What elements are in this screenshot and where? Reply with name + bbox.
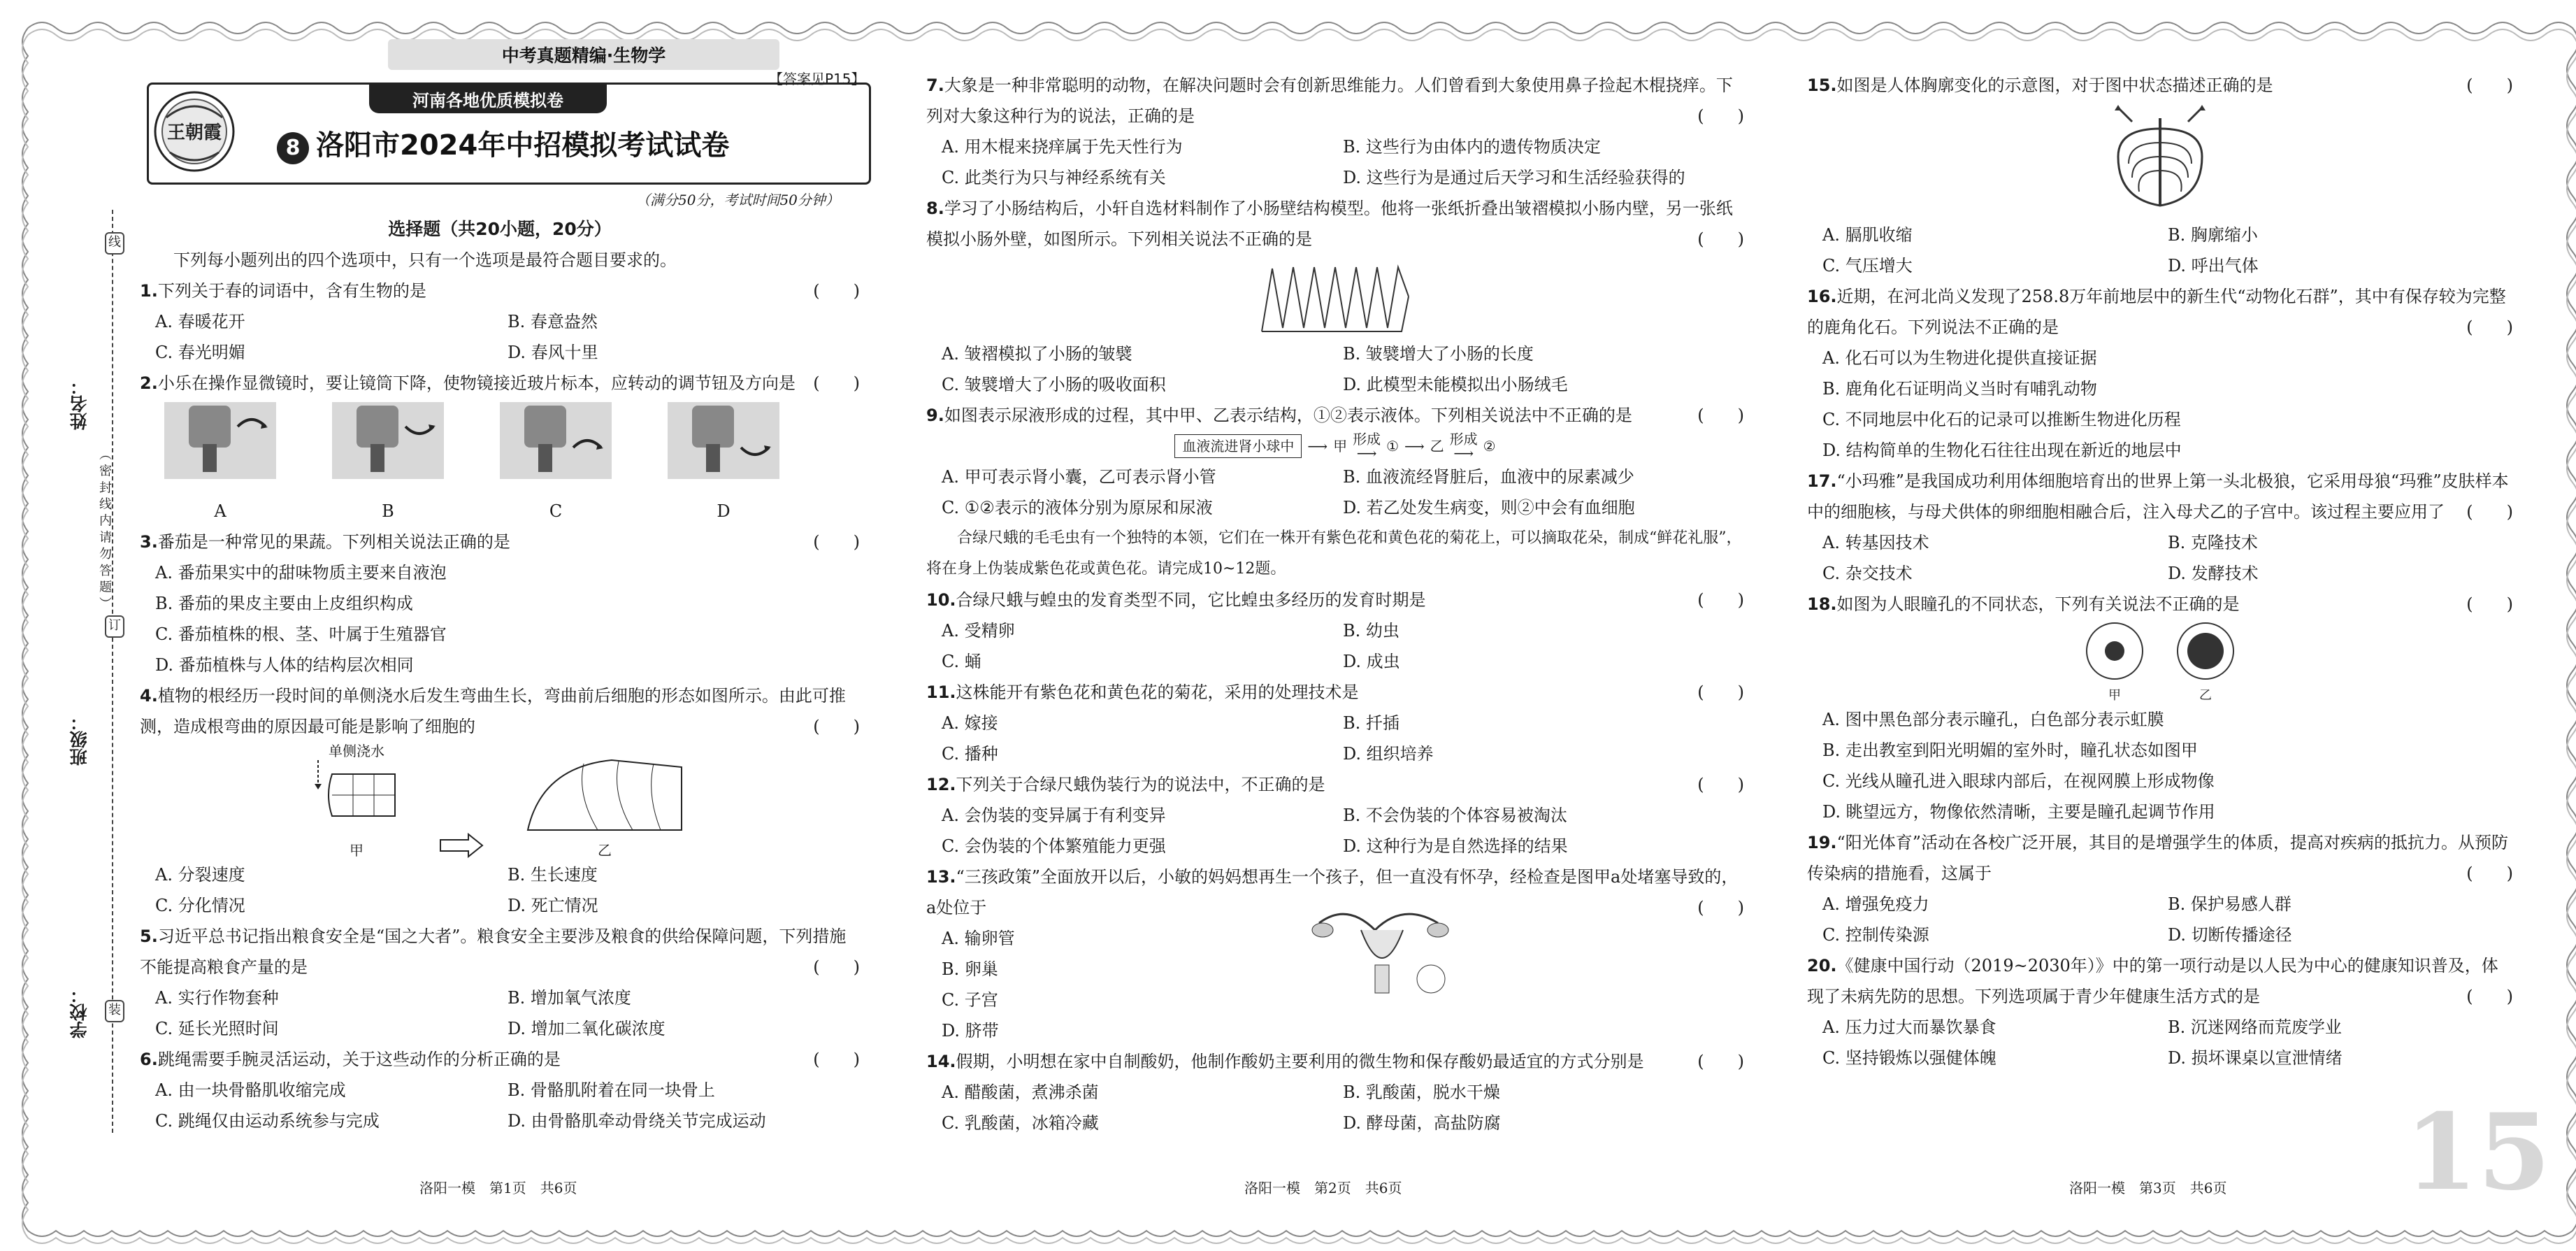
exam-title bbox=[277, 123, 729, 164]
question-5: 5.习近平总书记指出粮食安全是“国之大者”。粮食安全主要涉及粮食的供给保障问题，下列措施不能提高粮食产量的是 ( ) A. 实行作物套种 B. 增加氧气浓度 C. 延长光照时间 D. 增加二氧化碳浓度 bbox=[140, 927, 860, 1038]
microscope-figures bbox=[140, 399, 860, 527]
question-12: 12.下列关于合绿尺蛾伪装行为的说法中，不正确的是 ( ) A. 会伪装的变异属于有利变异 B. 不会伪装的个体容易被淘汰 C. 会伪装的个体繁殖能力更强 D. 这种行为是自然选择的结果 bbox=[926, 775, 1744, 856]
microscope-figure: A bbox=[161, 399, 280, 527]
exam-meta: （满分50分，考试时间50分钟） bbox=[636, 192, 840, 208]
question-7: 7.大象是一种非常聪明的动物，在解决问题时会有创新思维能力。人们曾看到大象使用鼻子捡起木棍挠痒。下列对大象这种行为的说法，正确的是 ( ) A. 用木棍来挠痒属于先天性行为 B. 这些行为由体内的遗传物质决定 C. 此类行为只与神经系统有关 D. 这些行为是通过后天学习和生活经验获得的 bbox=[926, 76, 1744, 187]
class-label: 班级： bbox=[69, 713, 89, 766]
svg-text:王朝霞: 王朝霞 bbox=[166, 122, 222, 143]
ribcage-figure bbox=[1807, 101, 2513, 220]
uterus-figure bbox=[1305, 895, 1459, 1000]
seal-note: （ 密 封 线 内 请 勿 答 题 ） bbox=[97, 448, 112, 610]
answer-reference: 【答案见P15】 bbox=[769, 71, 865, 87]
question-4: 4.植物的根经历一段时间的单侧浇水后发生弯曲生长，弯曲前后细胞的形态如图所示。由此可推测，造成根弯曲的原因最可能是影响了细胞的 ( ) 单侧浇水 甲 乙 A. 分裂速度 B. 生长速度 C. 分化情况 D. 死亡情况 bbox=[140, 686, 860, 915]
question-18: 18.如图为人眼瞳孔的不同状态，下列有关说法不正确的是 ( ) 甲 乙 A. 图中黑色部分表示瞳孔，白色部分表示虹膜 B. 走出教室到阳光明媚的室外时，瞳孔状态如图甲 C. 光线从瞳孔进入眼球内部后，在视网膜上形成物像 D. 眺望远方，物像依然清晰，主要是瞳孔起调节作用 bbox=[1807, 594, 2513, 822]
side-labels bbox=[67, 210, 130, 1175]
page-number: 15 bbox=[2405, 1091, 2551, 1214]
microscope-figure: D bbox=[664, 399, 783, 527]
name-label: 姓名： bbox=[69, 378, 89, 430]
intestine-model-figure bbox=[926, 255, 1744, 338]
question-9: 9.如图表示尿液形成的过程，其中甲、乙表示结构，①②表示液体。下列相关说法中不正确的是 ( ) 血液流进肾小球中 ⟶ 甲 形成 ⟶ ① ⟶ 乙 形成 ⟶ ② A. 甲可表示肾小囊，乙可表示肾小管 B. 血液流经肾脏后，血液中的尿素减少 C. ①②表示的液体分别为原尿和尿液 D. 若乙处发生病变，则②中会有血细胞 bbox=[926, 406, 1744, 517]
section-intro: 下列每小题列出的四个选项中，只有一个选项是最符合题目要求的。 bbox=[173, 250, 677, 270]
question-1: 1.下列关于春的词语中，含有生物的是 ( ) A. 春暖花开 B. 春意盎然 C. 春光明媚 D. 春风十里 bbox=[140, 281, 860, 362]
question-11: 11.这株能开有紫色花和黄色花的菊花，采用的处理技术是 ( ) A. 嫁接 B. 扦插 C. 播种 D. 组织培养 bbox=[926, 682, 1744, 764]
question-15: 15.如图是人体胸廓变化的示意图，对于图中状态描述正确的是 ( ) A. 膈肌收缩 B. 胸廓缩小 C. 气压增大 D. 呼出气体 bbox=[1807, 76, 2513, 276]
question-8: 8.学习了小肠结构后，小轩自选材料制作了小肠壁结构模型。他将一张纸折叠出皱褶模拟小肠内壁，另一张纸模拟小肠外壁，如图所示。下列相关说法不正确的是 ( ) A. 皱褶模拟了小肠的皱襞 B. 皱襞增大了小肠的长度 C. 皱襞增大了小肠的吸收面积 D. 此模型未能模拟出小肠绒毛 bbox=[926, 199, 1744, 394]
column-1 bbox=[140, 214, 860, 1136]
binding-line bbox=[112, 210, 113, 1133]
microscope-figure: C bbox=[496, 399, 615, 527]
binding-mark: 线 bbox=[105, 232, 124, 255]
question-17: 17.“小玛雅”是我国成功利用体细胞培育出的世界上第一头北极狼，它采用母狼“玛雅”皮肤样本中的细胞核，与母犬供体的卵细胞相融合后，注入母犬乙的子宫中。该过程主要应用了 ( ) A. 转基因技术 B. 克隆技术 C. 杂交技术 D. 发酵技术 bbox=[1807, 471, 2513, 583]
school-label: 学校： bbox=[69, 986, 89, 1038]
binding-mark: 订 bbox=[105, 615, 124, 638]
question-2: 2.小乐在操作显微镜时，要让镜筒下降，使物镜接近玻片标本，应转动的调节钮及方向是 ( ) A B C D bbox=[140, 368, 860, 527]
question-10: 10.合绿尺蛾与蝗虫的发育类型不同，它比蝗虫多经历的发育时期是 ( ) A. 受精卵 B. 幼虫 C. 蛹 D. 成虫 bbox=[926, 590, 1744, 671]
question-19: 19.“阳光体育”活动在各校广泛开展，其目的是增强学生的体质，提高对疾病的抵抗力。从预防传染病的措施看，这属于 ( ) A. 增强免疫力 B. 保护易感人群 C. 控制传染源 D. 切断传播途径 bbox=[1807, 833, 2513, 945]
logo bbox=[152, 90, 236, 173]
exam-banner: 河南各地优质模拟卷 bbox=[369, 84, 607, 113]
question-13: 13.“三孩政策”全面放开以后，小敏的妈妈想再生一个孩子，但一直没有怀孕，经检查是图甲a处堵塞导致的，a处位于 ( ) A. 输卵管 B. 卵巢 C. 子宫 D. 脐带 bbox=[926, 867, 1744, 1041]
page-footer-1: 洛阳一模 第1页 共6页 bbox=[419, 1180, 577, 1196]
exam-number: 8 bbox=[277, 132, 309, 164]
page-footer-2: 洛阳一模 第2页 共6页 bbox=[1244, 1180, 1402, 1196]
binding-mark: 装 bbox=[105, 1000, 124, 1022]
series-bar: 中考真题精编·生物学 bbox=[388, 39, 779, 70]
root-cells-figure: 单侧浇水 甲 乙 bbox=[140, 742, 860, 859]
question-14: 14.假期，小明想在家中自制酸奶，他制作酸奶主要利用的微生物和保存酸奶最适宜的方式分别是 ( ) A. 醋酸菌，煮沸杀菌 B. 乳酸菌，脱水干燥 C. 乳酸菌，冰箱冷藏 D. 酵母菌，高盐防腐 bbox=[926, 1052, 1744, 1133]
urine-formation-diagram: 血液流进肾小球中 ⟶ 甲 形成 ⟶ ① ⟶ 乙 形成 ⟶ ② bbox=[926, 431, 1744, 462]
question-16: 16.近期，在河北尚义发现了258.8万年前地层中的新生代“动物化石群”，其中有保存较为完整的鹿角化石。下列说法不正确的是 ( ) A. 化石可以为生物进化提供直接证据 B. 鹿角化石证明尚义当时有哺乳动物 C. 不同地层中化石的记录可以推断生物进化历程 D. 结构简单的生物化石往往出现在新近的地层中 bbox=[1807, 287, 2513, 460]
exam-title-text: 洛阳市2024年中招模拟考试试卷 bbox=[316, 129, 730, 162]
question-6: 6.跳绳需要手腕灵活运动，关于这些动作的分析正确的是 ( ) A. 由一块骨骼肌收缩完成 B. 骨骼肌附着在同一块骨上 C. 跳绳仅由运动系统参与完成 D. 由骨骼肌牵动骨绕关节完成运动 bbox=[140, 1050, 860, 1131]
column-2 bbox=[926, 70, 1744, 1138]
page-footer-3: 洛阳一模 第3页 共6页 bbox=[2069, 1180, 2227, 1196]
question-20: 20.《健康中国行动（2019~2030年）》中的第一项行动是以人民为中心的健康知识普及，体现了未病先防的思想。下列选项属于青少年健康生活方式的是 ( ) A. 压力过大而暴饮暴食 B. 沉迷网络而荒废学业 C. 坚持锻炼以强健体魄 D. 损坏课桌以宣泄情绪 bbox=[1807, 956, 2513, 1068]
column-3 bbox=[1807, 70, 2513, 1073]
passage: 合绿尺蛾的毛毛虫有一个独特的本领，它们在一株开有紫色花和黄色花的菊花上，可以摘取花朵，制成“鲜花礼服”，将在身上伪装成紫色花或黄色花。请完成10~12题。 bbox=[926, 529, 1742, 578]
arrow-icon bbox=[437, 831, 486, 859]
pupil-figure: 甲 乙 bbox=[1807, 620, 2513, 704]
section-title: 选择题（共20小题，20分） bbox=[388, 219, 612, 239]
microscope-figure: B bbox=[329, 399, 447, 527]
question-3: 3.番茄是一种常见的果蔬。下列相关说法正确的是 ( ) A. 番茄果实中的甜味物质主要来自液泡 B. 番茄的果皮主要由上皮组织构成 C. 番茄植株的根、茎、叶属于生殖器官 D. 番茄植株与人体的结构层次相同 bbox=[140, 532, 860, 675]
